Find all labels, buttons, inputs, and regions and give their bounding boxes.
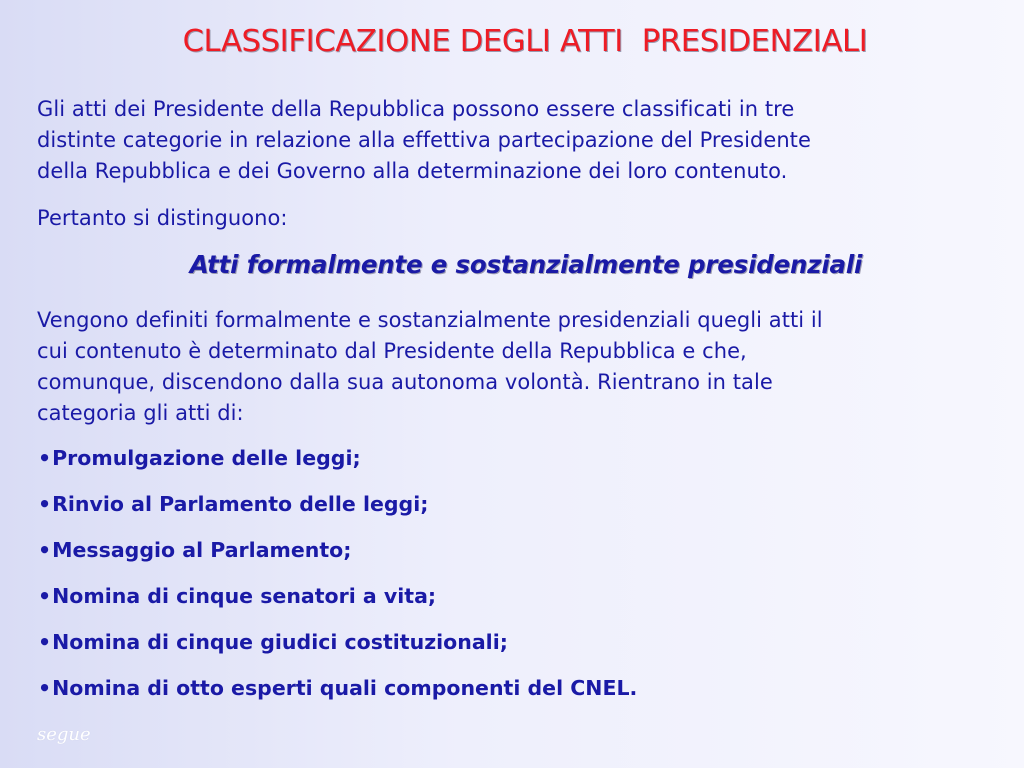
bullet-icon: • — [38, 538, 52, 562]
slide-title: CLASSIFICAZIONE DEGLI ATTI PRESIDENZIALI — [182, 24, 868, 59]
list-item-label: Nomina di otto esperti quali componenti del CNEL. — [52, 676, 638, 700]
list-item-label: Nomina di cinque giudici costituzionali; — [52, 630, 508, 654]
pertanto-line: Pertanto si distinguono: — [37, 206, 288, 230]
acts-list — [38, 442, 637, 718]
bullet-icon: • — [38, 676, 52, 700]
list-item — [38, 672, 637, 718]
bullet-icon: • — [38, 584, 52, 608]
intro-paragraph: Gli atti dei Presidente della Repubblica possono essere classificati in tre distinte categorie in relazione alla effettiva partecipazione del Presidente della Repubblica e dei Governo alla determinazione dei loro contenuto. — [37, 97, 811, 183]
list-item — [38, 580, 637, 626]
list-item — [38, 442, 637, 488]
list-item-label: Nomina di cinque senatori a vita; — [52, 584, 437, 608]
segue-link[interactable]: segue — [37, 724, 91, 745]
list-item — [38, 534, 637, 580]
bullet-icon: • — [38, 492, 52, 516]
list-item-label: Promulgazione delle leggi; — [52, 446, 361, 470]
list-item-label: Rinvio al Parlamento delle leggi; — [52, 492, 429, 516]
definition-paragraph: Vengono definiti formalmente e sostanzialmente presidenziali quegli atti il cui contenuto è determinato dal Presidente della Repubblica e che, comunque, discendono dalla sua autonoma volontà. Rientrano in tale categoria gli atti di: — [37, 308, 823, 425]
list-item — [38, 488, 637, 534]
bullet-icon: • — [38, 446, 52, 470]
list-item-label: Messaggio al Parlamento; — [52, 538, 352, 562]
bullet-icon: • — [38, 630, 52, 654]
category-heading: Atti formalmente e sostanzialmente presidenziali — [189, 250, 863, 279]
list-item — [38, 626, 637, 672]
